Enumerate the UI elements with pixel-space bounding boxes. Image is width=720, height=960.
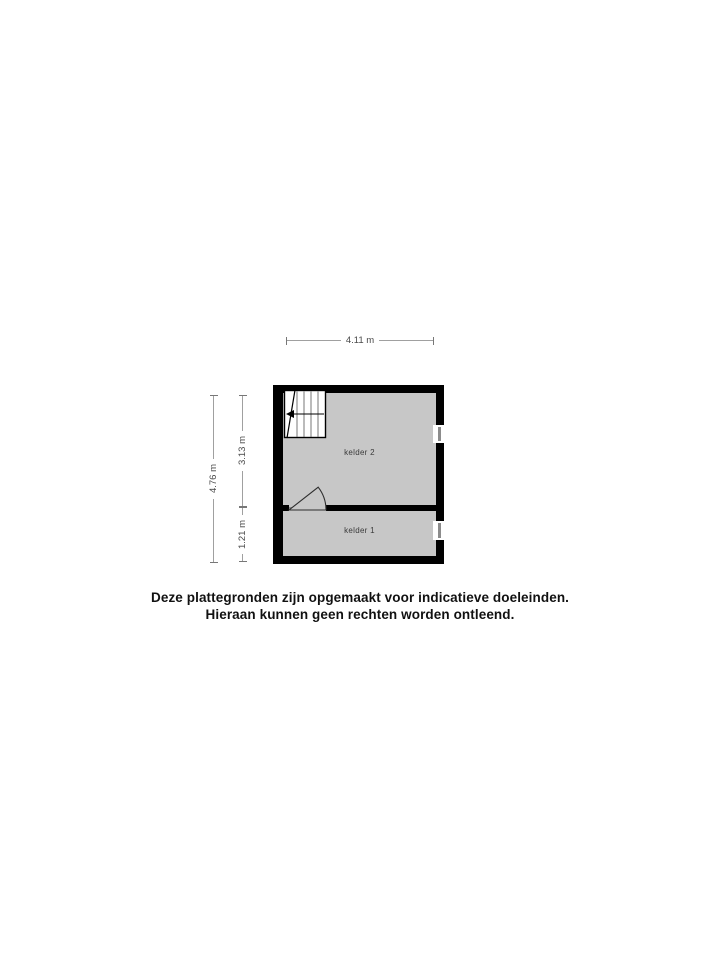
- dimension-line: [242, 471, 243, 506]
- disclaimer-line-1: Deze plattegronden zijn opgemaakt voor indicatieve doeleinden.: [150, 590, 570, 605]
- dimension-line: [287, 340, 341, 341]
- room-kelder-1: [283, 511, 436, 556]
- door-swing-icon: [287, 480, 331, 513]
- window-icon: [433, 521, 445, 540]
- dimension-label-kelder1-depth: 1.21 m: [237, 519, 248, 550]
- window-glass-line: [438, 427, 441, 441]
- dimension-tick: [239, 561, 247, 562]
- dimension-line: [242, 554, 243, 561]
- dimension-line: [242, 396, 243, 431]
- dimension-line: [379, 340, 433, 341]
- window-glass-line: [438, 523, 441, 538]
- disclaimer-line-2: Hieraan kunnen geen rechten worden ontleend.: [205, 607, 515, 622]
- floorplan-drawing: [273, 385, 444, 564]
- window-icon: [433, 425, 445, 443]
- dimension-tick: [210, 562, 218, 563]
- dimension-kelder2-depth: [236, 395, 249, 507]
- dimension-label-kelder2-depth: 3.13 m: [237, 436, 248, 466]
- staircase-icon: [282, 388, 330, 441]
- dimension-label-overall-width: 4.11 m: [345, 335, 375, 346]
- room-label-kelder-2: kelder 2: [344, 448, 375, 457]
- room-label-kelder-1: kelder 1: [344, 526, 375, 535]
- dimension-overall-height: [207, 395, 220, 563]
- disclaimer: [0, 589, 720, 623]
- dimension-kelder1-depth: [236, 507, 249, 562]
- dimension-line: [213, 499, 214, 562]
- dimension-line: [213, 396, 214, 459]
- dimension-label-overall-height: 4.76 m: [208, 464, 219, 494]
- dimension-tick: [433, 337, 434, 345]
- dimension-overall-width: [286, 334, 434, 347]
- dimension-line: [242, 508, 243, 515]
